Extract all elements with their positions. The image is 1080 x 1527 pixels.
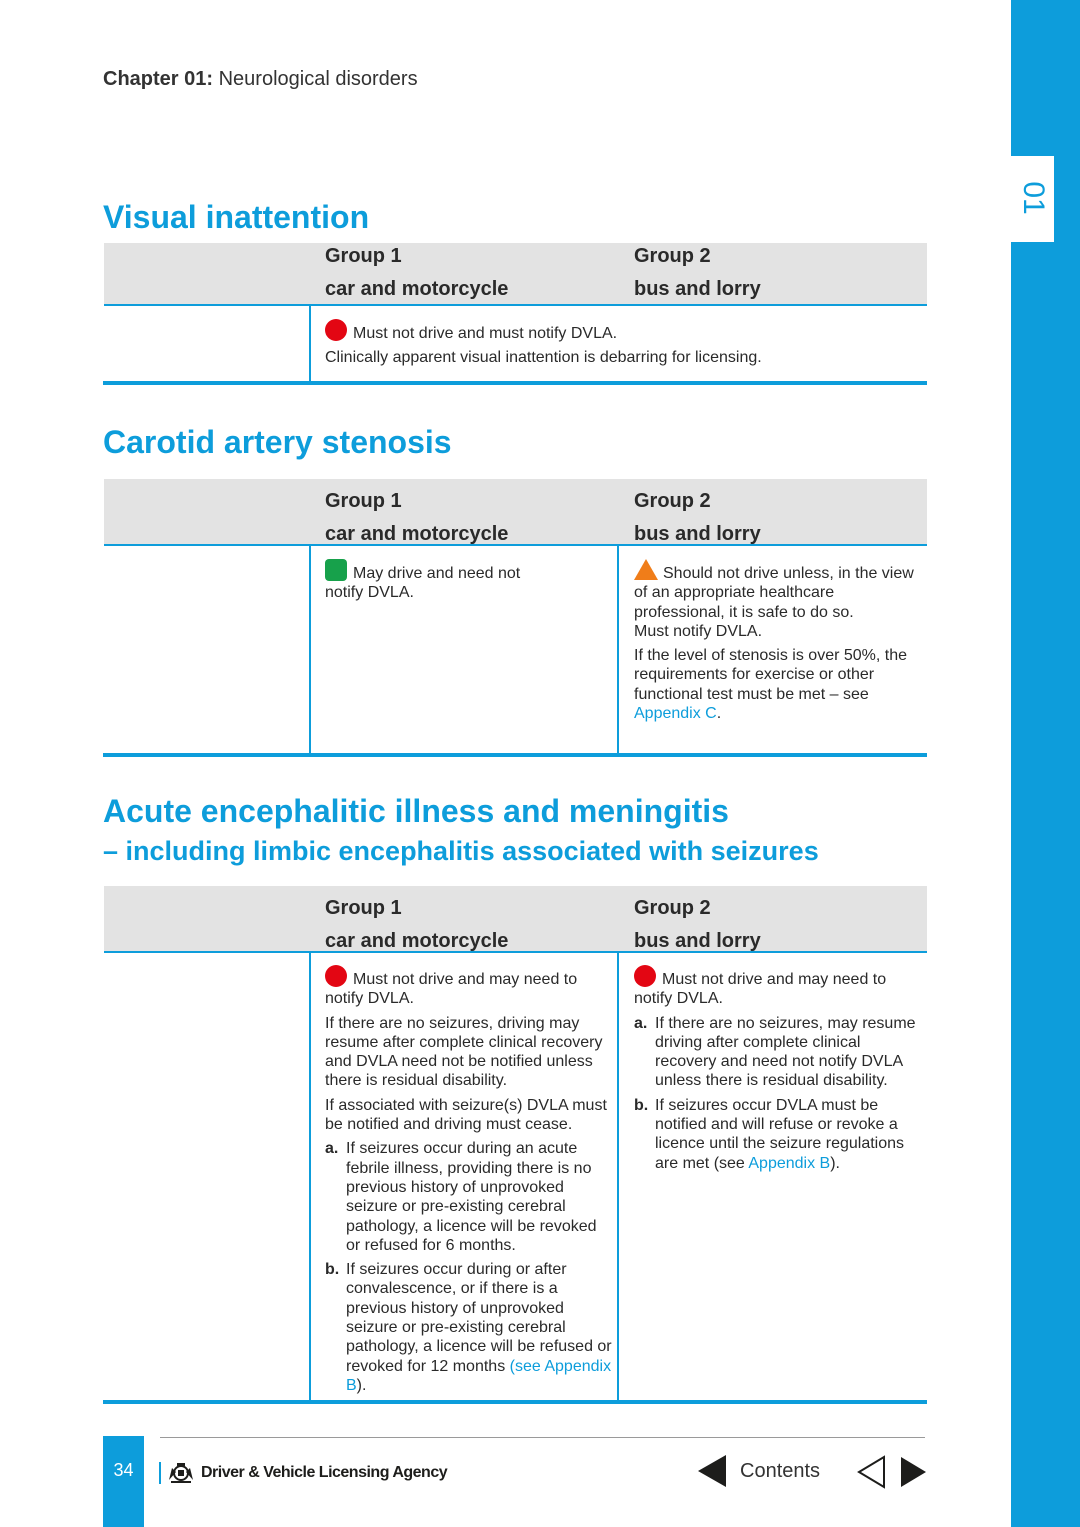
cell-visual-inattention: [325, 319, 915, 373]
chapter-prefix: Chapter 01:: [103, 68, 214, 90]
column-header-line: Group 2: [634, 490, 711, 512]
column-header-line: Group 1: [325, 245, 402, 267]
table-carotid-artery-stenosis: [103, 479, 927, 758]
section-title-encephalitic-illness: Acute encephalitic illness and meningitis: [103, 793, 729, 829]
list-marker: b.: [325, 1261, 340, 1279]
chapter-tab-label: 01: [1017, 181, 1050, 215]
list-item-text: If there are no seizures, may resume driving after complete clinical recovery and need not notify DVLA unless there is residual disability.: [655, 1014, 916, 1090]
list-item: [325, 1260, 612, 1395]
column-divider: [309, 306, 311, 383]
column-header-group-2: [634, 240, 761, 306]
column-header-group-1: [325, 892, 508, 958]
carotid-group-2-p1: Should not drive unless, in the view of an appropriate healthcare professional, it is safe to do so.: [634, 565, 914, 621]
section-title-carotid-artery-stenosis: Carotid artery stenosis: [103, 424, 452, 460]
list-item-end: ).: [830, 1154, 840, 1172]
column-divider: [309, 953, 311, 1401]
table-bottom-rule: [103, 1400, 927, 1404]
red-circle-icon: [325, 319, 347, 341]
cell-carotid-group-1: [325, 559, 533, 608]
section-title-visual-inattention: Visual inattention: [103, 199, 370, 235]
visual-inattention-line1: Must not drive and must notify DVLA.: [353, 325, 618, 342]
carotid-group-2-notify: Must notify DVLA.: [634, 622, 763, 640]
previous-page-icon[interactable]: [857, 1455, 887, 1489]
visual-inattention-line2: Clinically apparent visual inattention is debarring for licensing.: [325, 349, 762, 367]
green-square-icon: [325, 559, 347, 581]
column-header-line: Group 1: [325, 490, 402, 512]
column-header-line: Group 2: [634, 245, 711, 267]
encephalitic-group-1-p1: If there are no seizures, driving may resume after complete clinical recovery and DVLA need not be notified unless there is residual disability.: [325, 1014, 603, 1090]
carotid-group-2-end: .: [716, 705, 722, 723]
next-page-icon[interactable]: [899, 1455, 929, 1489]
contents-label: Contents: [740, 1459, 821, 1482]
list-item-text: If seizures occur during an acute febrile illness, providing there is no previous history of unprovoked seizure or pre-existing cerebral pathology, a licence will be revoked or refused for 6 months.: [346, 1140, 597, 1254]
column-header-line: car and motorcycle: [325, 523, 509, 545]
list-marker: a.: [634, 1014, 648, 1032]
chapter-heading: [103, 68, 418, 91]
column-header-line: Group 2: [634, 897, 711, 919]
chapter-title: Neurological disorders: [218, 68, 418, 90]
column-header-group-1: [325, 240, 508, 306]
column-header-line: bus and lorry: [634, 523, 761, 545]
column-header-line: Group 1: [325, 897, 402, 919]
column-header-group-2: [634, 892, 761, 958]
column-header-group-1: [325, 485, 508, 551]
column-header-group-2: [634, 485, 761, 551]
column-divider: [309, 546, 311, 754]
carotid-group-2-p2: If the level of stenosis is over 50%, the requirements for exercise or other functional test must be met – see: [634, 647, 908, 703]
cell-encephalitic-group-1: [325, 965, 612, 1400]
column-header-line: car and motorcycle: [325, 278, 509, 300]
column-divider: [617, 953, 619, 1401]
orange-triangle-icon: [634, 559, 658, 580]
list-item-end: ).: [356, 1376, 367, 1394]
table-header: [104, 243, 927, 306]
page-number-tab: [103, 1436, 144, 1527]
table-header: [104, 479, 927, 546]
encephalitic-group-1-p2: If associated with seizure(s) DVLA must be notified and driving must cease.: [325, 1096, 607, 1134]
column-divider: [617, 546, 619, 754]
appendix-b-link[interactable]: Appendix B: [748, 1154, 831, 1172]
table-encephalitic-illness: [103, 886, 927, 1406]
royal-crest-icon: [167, 1462, 195, 1484]
encephalitic-group-2-lead: Must not drive and may need to notify DVLA.: [634, 971, 887, 1008]
list-marker: b.: [634, 1096, 649, 1114]
carotid-group-1-text: May drive and need not notify DVLA.: [325, 565, 521, 602]
section-subtitle-limbic-encephalitis: – including limbic encephalitis associated with seizures: [103, 836, 819, 866]
table-bottom-rule: [103, 381, 927, 385]
encephalitic-group-1-lead: Must not drive and may need to notify DVLA.: [325, 971, 578, 1008]
contents-button[interactable]: [698, 1455, 820, 1487]
table-bottom-rule: [103, 753, 927, 757]
list-item: [634, 1096, 916, 1173]
column-header-line: bus and lorry: [634, 930, 761, 952]
logo-bar: [159, 1462, 161, 1484]
list-item-text: If seizures occur DVLA must be notified and will refuse or revoke a licence until the seizure regulations are met (see: [655, 1096, 905, 1172]
cell-carotid-group-2: [634, 559, 916, 728]
red-circle-icon: [325, 965, 347, 987]
table-visual-inattention: [103, 243, 927, 386]
cell-encephalitic-group-2: [634, 965, 916, 1178]
appendix-c-link[interactable]: Appendix C: [634, 705, 717, 723]
table-header: [104, 886, 927, 953]
list-item-text: If seizures occur during or after convalescence, or if there is a previous history of unprovoked seizure or pre-existing cerebral pathology, a licence will be refused or revoked for 12 months: [346, 1261, 612, 1375]
agency-logo: [159, 1461, 447, 1485]
column-header-line: car and motorcycle: [325, 930, 509, 952]
footer-rule: [160, 1437, 925, 1438]
page-number: 34: [113, 1460, 134, 1480]
list-item: [325, 1139, 612, 1255]
list-item: [634, 1014, 916, 1091]
agency-name: Driver & Vehicle Licensing Agency: [201, 1464, 448, 1481]
appendix-b-link[interactable]: (see Appendix B: [346, 1357, 612, 1394]
back-arrow-icon: [698, 1455, 726, 1487]
column-header-line: bus and lorry: [634, 278, 761, 300]
list-marker: a.: [325, 1140, 339, 1158]
red-circle-icon: [634, 965, 656, 987]
